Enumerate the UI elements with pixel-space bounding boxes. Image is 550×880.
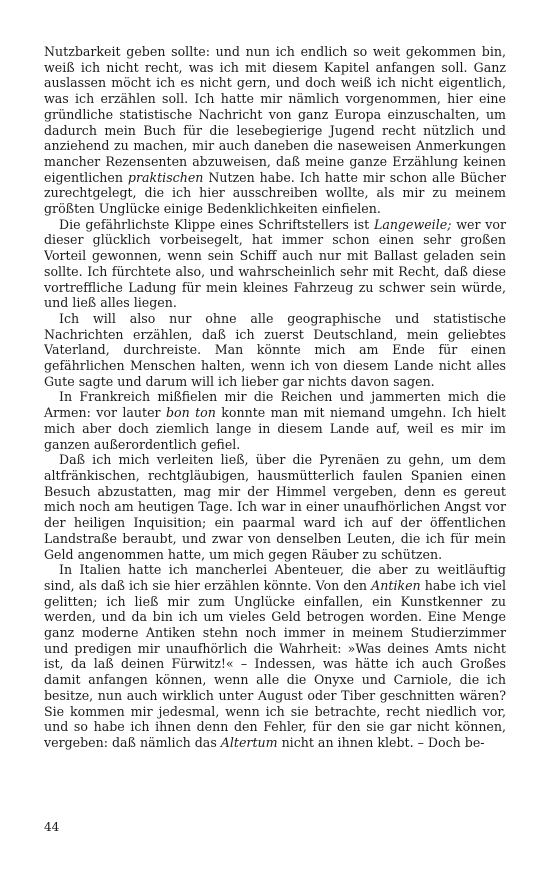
italic-text: praktischen	[127, 169, 204, 185]
text-span: Ich will also nur ohne alle geographische und statistische Nachrichten erzählen, daß ich zuerst Deutschland, mein geliebtes Vaterland, durchreiste. Man könnte mich am Ende für einen gefährlichen Menschen halten, wenn ich von diesem Lande nicht alles Gute sagte und darum will ich lieber gar nichts davon sagen.	[44, 310, 506, 389]
text-span: wer vor dieser glücklich vorbeisegelt, hat immer schon einen sehr großen Vorteil gewonnen, wenn sein Schiff auch nur mit Ballast geladen sein sollte. Ich fürchtete also, und wahrscheinlich sehr mit Recht, daß diese vortreffliche Ladung für mein kleines Fahrzeug zu schwer sein würde, und ließ alles liegen.	[44, 216, 506, 311]
italic-text: Antiken	[371, 577, 421, 593]
italic-text: Altertum	[220, 734, 278, 750]
text-span: Nutzbarkeit geben sollte: und nun ich endlich so weit gekommen bin, weiß ich nicht recht, was ich mit diesem Kapitel anfangen soll. Ganz auslassen möcht ich es nicht gern, und doch weiß ich nicht eigentlich, was ich erzählen soll. Ich hatte mir nämlich vorgenommen, hier eine gründliche statistische Nachricht von ganz Europa einzuschalten, um dadurch mein Buch für die lesebegierige Jugend recht nützlich und anziehend zu machen, mir auch daneben die naseweisen Anmerkungen mancher Rezensenten abzuweisen, daß meine ganze Erzählung keinen eigentlichen	[44, 44, 506, 185]
paragraph-3	[44, 311, 506, 390]
page-number: 44	[44, 820, 60, 834]
text-span: nicht an ihnen klebt. – Doch be-	[277, 734, 485, 750]
text-span: habe ich viel gelitten; ich ließ mir zum Unglücke einfallen, ein Kunstkenner zu werden, und da bin ich um vieles Geld betrogen worden. Eine Menge ganz moderne Antiken stehn noch immer in meinem Studierzimmer und predigen mir unaufhörlich die Wahrheit: »Was deines Amts nicht ist, da laß deinen Fürwitz!« – Indessen, was hätte ich auch Großes damit anfangen können, wenn alle die Onyxe und Carniole, die ich besitze, nun auch wirklich unter August oder Tiber geschnitten wären? Sie kommen mir jedesmal, wenn ich sie betrachte, recht niedlich vor, und so habe ich ihnen denn den Fehler, für den sie gar nicht können, vergeben: daß nämlich das	[44, 577, 506, 750]
italic-text: Langeweile;	[373, 216, 452, 232]
italic-text: bon ton	[165, 405, 216, 421]
text-span: In Frankreich mißfielen mir die Reichen und jammerten mich die Armen: vor lauter	[44, 389, 506, 421]
text-span: Daß ich mich verleiten ließ, über die Pyrenäen zu gehn, um dem altfränkischen, rechtgläubigen, hausmütterlich faulen Spanien einen Besuch abzustatten, mag mir der Himmel vergeben, denn es gereut mich noch am heutigen Tage. Ich war in einer unaufhörlichen Angst vor der heiligen Inquisition; ein paarmal ward ich auf der öffentlichen Landstraße beraubt, und zwar von denselben Leuten, die ich für mein Geld angenommen hatte, um mich gegen Räuber zu schützen.	[44, 452, 506, 562]
paragraph-2	[44, 217, 506, 311]
text-span: In Italien hatte ich mancherlei Abenteuer, die aber zu weitläuftig sind, als daß ich sie hier erzählen könnte. Von den	[44, 562, 506, 593]
text-span: konnte man mit niemand umgehn. Ich hielt mich aber doch ziemlich lange in diesem Lande auf, weil es mir im ganzen außerordentlich gefiel.	[44, 405, 506, 452]
page-body	[44, 44, 506, 751]
paragraph-4	[44, 389, 506, 452]
paragraph-1	[44, 44, 506, 217]
paragraph-6	[44, 562, 506, 750]
paragraph-5	[44, 452, 506, 562]
text-span: Die gefährlichste Klippe eines Schriftstellers ist	[59, 216, 374, 232]
text-span: Nutzen habe. Ich hatte mir schon alle Bücher zurechtgelegt, die ich hier ausschreiben wollte, als mir zu meinem größten Unglücke einige Bedenklichkeiten einfielen.	[44, 169, 506, 217]
